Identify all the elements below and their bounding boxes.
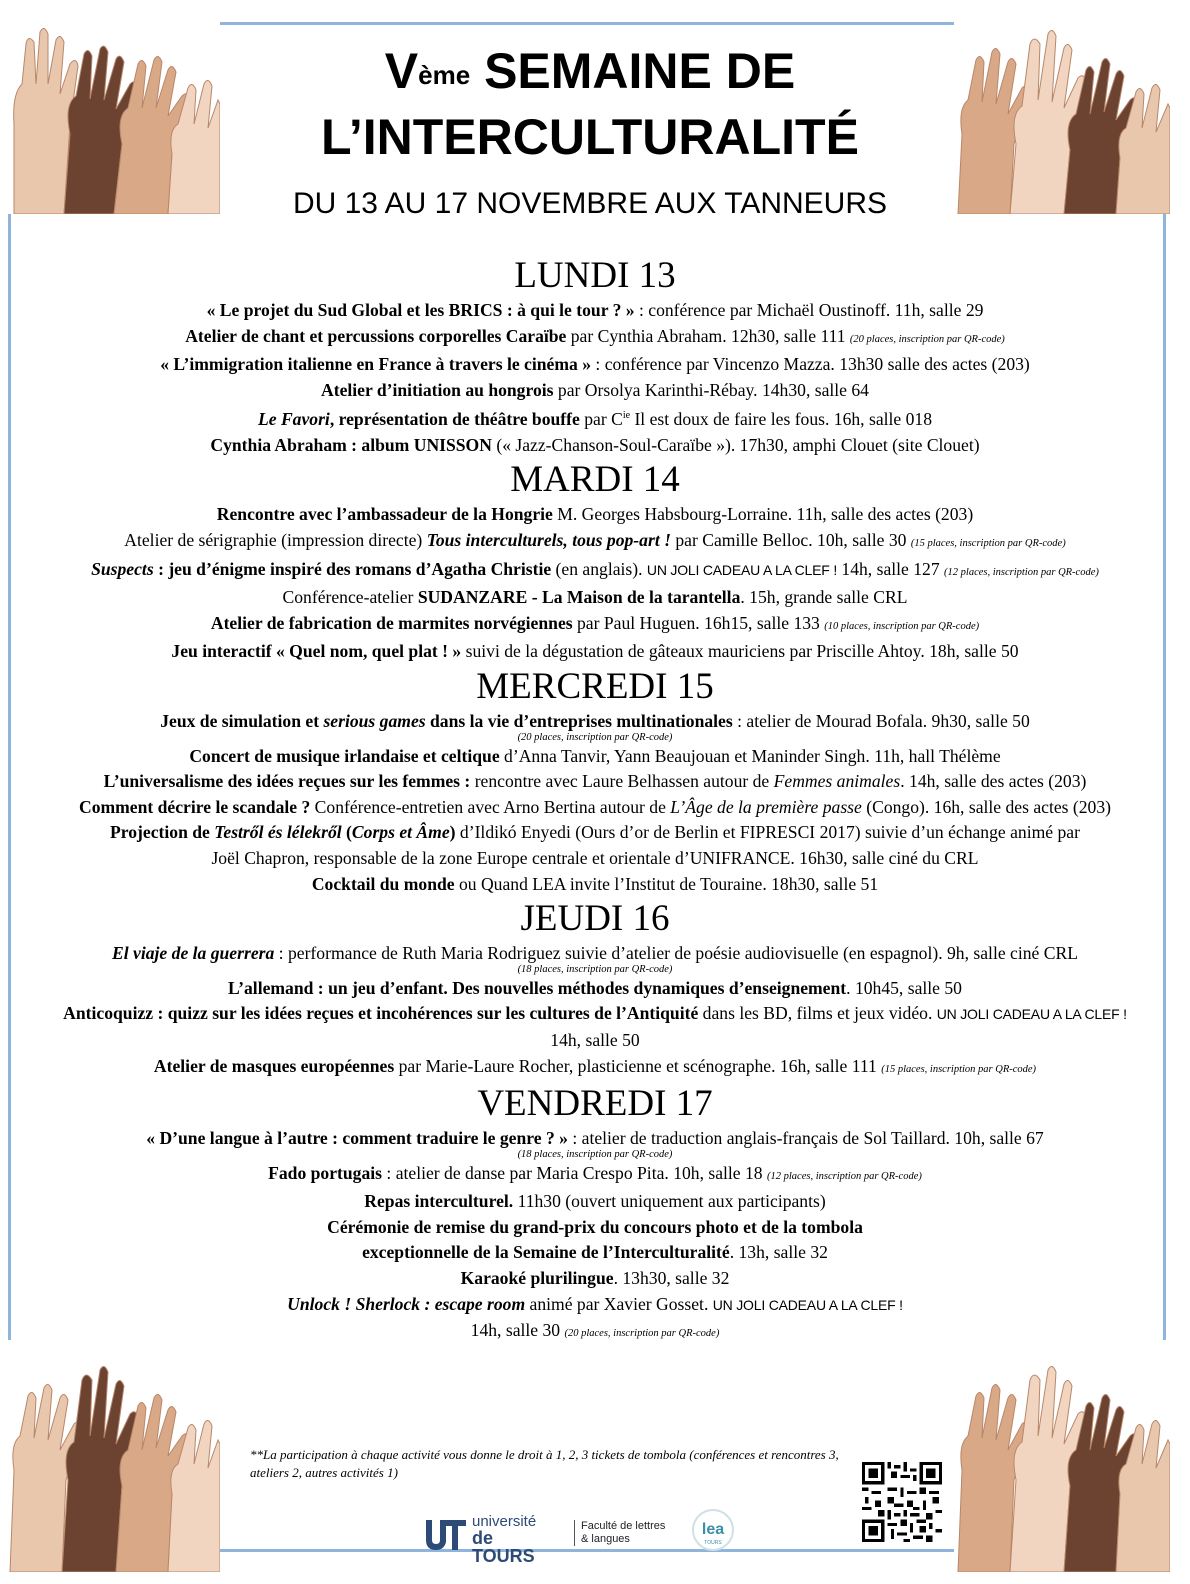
event-vendredi-6: Unlock ! Sherlock : escape room animé par Xavier Gosset. UN JOLI CADEAU A LA CLEF ! xyxy=(287,1293,903,1314)
lea-logo xyxy=(690,1508,736,1552)
title-superscript: ème xyxy=(418,60,471,90)
event-lundi-3: « L’immigration italienne en France à travers le cinéma » : conférence par Vincenzo Mazza. 13h30 salle des actes (203) xyxy=(160,354,1030,375)
page-subtitle: DU 13 AU 17 NOVEMBRE AUX TANNEURS xyxy=(292,187,888,220)
event-vendredi-1: « D’une langue à l’autre : comment traduire le genre ? » : atelier de traduction anglais-français de Sol Taillard. 10h, salle 67 xyxy=(146,1128,1044,1149)
day-title-jeudi: JEUDI 16 xyxy=(520,898,670,940)
lea-logo-text: lea xyxy=(701,1521,725,1538)
event-mardi-3: Suspects : jeu d’énigme inspiré des romans d’Agatha Christie (en anglais). UN JOLI CADEAU A LA CLEF ! 14h, salle 127 (12 places, inscription par QR-code) xyxy=(91,558,1099,579)
event-mercredi-5-cont: Joël Chapron, responsable de la zone Europe centrale et orientale d’UNIFRANCE. 16h30, salle ciné du CRL xyxy=(211,847,979,868)
event-jeudi-2: L’allemand : un jeu d’enfant. Des nouvelles méthodes dynamiques d’enseignement. 10h45, salle 50 xyxy=(228,977,962,998)
event-mardi-4: Conférence-atelier SUDANZARE - La Maison de la tarantella. 15h, grande salle CRL xyxy=(282,587,908,608)
event-lundi-4: Atelier d’initiation au hongrois par Orsolya Karinthi-Rébay. 14h30, salle 64 xyxy=(321,379,869,400)
event-lundi-2: Atelier de chant et percussions corporelles Caraïbe par Cynthia Abraham. 12h30, salle 111 (20 places, inscription par QR-code) xyxy=(185,325,1005,346)
raised-hands-image xyxy=(954,4,1170,214)
event-mercredi-2: Concert de musique irlandaise et celtique d’Anna Tanvir, Yann Beaujouan et Maninder Singh. 11h, hall Thélème xyxy=(189,745,1001,766)
event-jeudi-4: Atelier de masques européennes par Marie-Laure Rocher, plasticienne et scénographe. 16h, salle 111 (15 places, inscription par QR-code) xyxy=(153,1055,1037,1076)
event-mardi-5: Atelier de fabrication de marmites norvégiennes par Paul Huguen. 16h15, salle 133 (10 places, inscription par QR-code) xyxy=(210,612,980,633)
event-vendredi-5: Karaoké plurilingue. 13h30, salle 32 xyxy=(460,1268,730,1289)
page-title-line2: L’INTERCULTURALITÉ xyxy=(321,109,859,165)
event-jeudi-1: El viaje de la guerrera : performance de Ruth Maria Rodriguez suivie d’atelier de poésie audiovisuelle (en espagnol). 9h, salle ciné CRL xyxy=(112,943,1078,964)
event-mardi-6: Jeu interactif « Quel nom, quel plat ! » suivi de la dégustation de gâteaux mauriciens par Priscille Ahtoy. 18h, salle 50 xyxy=(171,641,1019,662)
day-title-vendredi: VENDREDI 17 xyxy=(477,1083,713,1125)
ut-mark-icon xyxy=(422,1514,468,1554)
event-mercredi-1-places: (20 places, inscription par QR-code) xyxy=(517,731,673,743)
event-lundi-5: Le Favori, représentation de théâtre bouffe par $C^{ie}$ Il est doux de faire les fous. 16h, salle 018 xyxy=(257,409,933,430)
event-jeudi-1-places: (18 places, inscription par QR-code) xyxy=(517,963,673,975)
universite-text: université de TOURS xyxy=(472,1513,537,1566)
event-mardi-2: Atelier de sérigraphie (impression directe) Tous interculturels, tous pop-art ! par Camille Belloc. 10h, salle 30 (15 places, inscription par QR-code) xyxy=(124,530,1066,551)
event-mercredi-4: Comment décrire le scandale ? Conférence-entretien avec Arno Bertina autour de L’Âge de la première passe (Congo). 16h, salle des actes (203) xyxy=(78,796,1112,817)
raised-hands-image xyxy=(4,1340,220,1572)
day-title-mercredi: MERCREDI 15 xyxy=(476,665,714,707)
day-title-lundi: LUNDI 13 xyxy=(514,255,676,296)
raised-hands-image xyxy=(954,1340,1170,1572)
event-vendredi-3: Repas interculturel. 11h30 (ouvert uniquement aux participants) xyxy=(364,1191,826,1212)
event-lundi-1: « Le projet du Sud Global et les BRICS : à qui le tour ? » : conférence par Michaël Oustinoff. 11h, salle 29 xyxy=(206,300,984,320)
qr-code[interactable] xyxy=(862,1462,942,1542)
page-title-line1: Vème SEMAINE DE xyxy=(384,43,796,99)
event-mercredi-5: Projection de Testről és lélekről (Corps et Âme) d’Ildikó Enyedi (Ours d’or de Berlin et FIPRESCI 2017) suivie d’un échange animé par xyxy=(110,822,1080,843)
day-title-mardi: MARDI 14 xyxy=(510,459,680,501)
event-mardi-1: Rencontre avec l’ambassadeur de la Hongrie M. Georges Habsbourg-Lorraine. 11h, salle des actes (203) xyxy=(216,504,974,525)
event-vendredi-4: Cérémonie de remise du grand-prix du concours photo et de la tombola xyxy=(327,1216,863,1237)
event-jeudi-3-cont: 14h, salle 50 xyxy=(550,1029,640,1050)
faculty-label: Faculté de lettres & langues xyxy=(574,1520,665,1546)
tombola-note: **La participation à chaque activité vous donne le droit à 1, 2, 3 tickets de tombola (conférences et rencontres 3, ateliers 2, autres activités 1) xyxy=(250,1447,839,1480)
event-lundi-6: Cynthia Abraham : album UNISSON (« Jazz-Chanson-Soul-Caraïbe »). 17h30, amphi Clouet (site Clouet) xyxy=(210,434,980,455)
event-mercredi-6: Cocktail du monde ou Quand LEA invite l’Institut de Touraine. 18h30, salle 51 xyxy=(311,873,879,894)
program xyxy=(30,254,1160,1347)
event-jeudi-3: Anticoquizz : quizz sur les idées reçues et incohérences sur les cultures de l’Antiquité dans les BD, films et jeux vidéo. UN JOLI CADEAU A LA CLEF ! xyxy=(63,1003,1127,1024)
raised-hands-image xyxy=(4,4,220,214)
universite-tours-logo xyxy=(422,1512,560,1566)
event-vendredi-6-cont: 14h, salle 30 (20 places, inscription par QR-code) xyxy=(470,1320,720,1341)
event-mercredi-1: Jeux de simulation et serious games dans la vie d’entreprises multinationales : atelier de Mourad Bofala. 9h30, salle 50 xyxy=(160,710,1030,731)
event-vendredi-2: Fado portugais : atelier de danse par Maria Crespo Pita. 10h, salle 18 (12 places, inscription par QR-code) xyxy=(268,1162,922,1183)
event-vendredi-1-places: (18 places, inscription par QR-code) xyxy=(517,1148,673,1160)
event-vendredi-4-cont: exceptionnelle de la Semaine de l’Interculturalité. 13h, salle 32 xyxy=(362,1242,828,1263)
event-mercredi-3: L’universalisme des idées reçues sur les femmes : rencontre avec Laure Belhassen autour de Femmes animales. 14h, salle des actes (203) xyxy=(103,771,1087,792)
lea-logo-subtext: TOURS xyxy=(704,1540,722,1546)
